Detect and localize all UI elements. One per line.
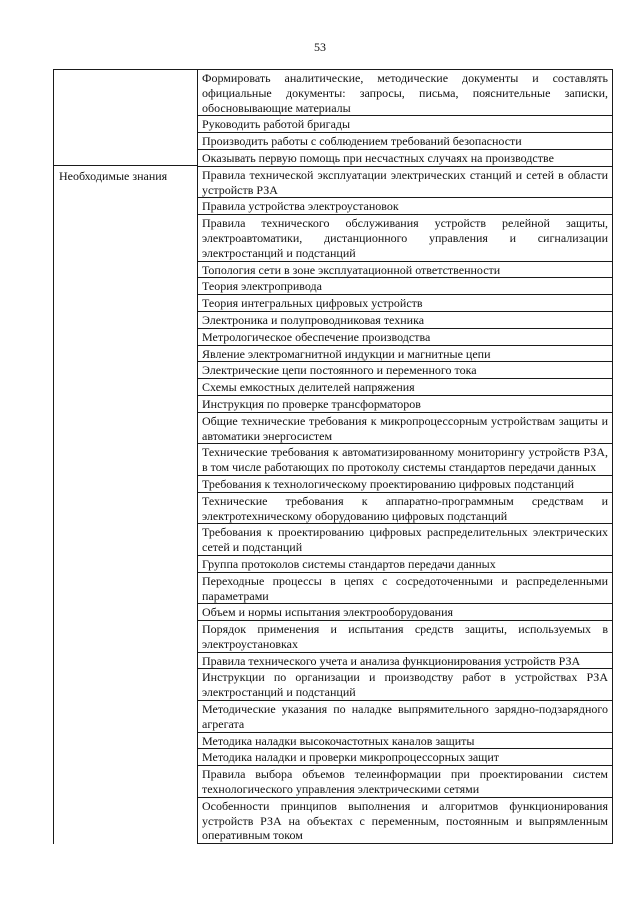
page-number: 53 (314, 40, 326, 54)
knowledge-row: Теория электропривода (198, 278, 612, 295)
skill-row: Оказывать первую помощь при несчастных случаях на производстве (198, 150, 612, 167)
requirements-table (53, 69, 613, 844)
skill-row: Производить работы с соблюдением требований безопасности (198, 133, 612, 150)
knowledge-label: Необходимые знания (59, 169, 168, 183)
knowledge-row: Инструкция по проверке трансформаторов (198, 396, 612, 413)
knowledge-row: Схемы емкостных делителей напряжения (198, 379, 612, 396)
knowledge-row: Инструкции по организации и производству работ в устройствах РЗА электростанций и подстанций (198, 669, 612, 701)
right-column (198, 70, 612, 844)
knowledge-row: Топология сети в зоне эксплуатационной ответственности (198, 262, 612, 279)
skill-row: Формировать аналитические, методические документы и составлять официальные документы: запросы, письма, пояснительные записки, обосновывающие материалы (198, 70, 612, 116)
knowledge-row: Правила технической эксплуатации электрических станций и сетей в области устройств РЗА (198, 167, 612, 199)
knowledge-row: Правила технического обслуживания устройств релейной защиты, электроавтоматики, дистанционного управления и сигнализации электростанций и подстанций (198, 215, 612, 261)
knowledge-row: Методика наладки и проверки микропроцессорных защит (198, 749, 612, 766)
knowledge-row: Особенности принципов выполнения и алгоритмов функционирования устройств РЗА на объектах с переменным, постоянным и выпрямленным оперативным током (198, 798, 612, 844)
knowledge-row: Требования к проектированию цифровых распределительных электрических сетей и подстанций (198, 524, 612, 556)
knowledge-row: Теория интегральных цифровых устройств (198, 295, 612, 312)
knowledge-row: Электрические цепи постоянного и переменного тока (198, 362, 612, 379)
knowledge-row: Объем и нормы испытания электрооборудования (198, 604, 612, 621)
skill-row: Руководить работой бригады (198, 116, 612, 133)
knowledge-row: Порядок применения и испытания средств защиты, используемых в электроустановках (198, 621, 612, 653)
knowledge-row: Метрологическое обеспечение производства (198, 329, 612, 346)
left-column (54, 70, 198, 844)
knowledge-row: Правила устройства электроустановок (198, 198, 612, 215)
knowledge-row: Технические требования к автоматизированному мониторингу устройств РЗА, в том числе работающих по протоколу системы стандартов передачи данных (198, 444, 612, 476)
knowledge-row: Технические требования к аппаратно-программным средствам и электротехническому оборудованию цифровых подстанций (198, 493, 612, 525)
knowledge-row: Общие технические требования к микропроцессорным устройствам защиты и автоматики энергосистем (198, 413, 612, 445)
knowledge-row: Правила выбора объемов телеинформации при проектировании систем технологического управления электрическими сетями (198, 766, 612, 798)
knowledge-row: Переходные процессы в цепях с сосредоточенными и распределенными параметрами (198, 573, 612, 605)
knowledge-row: Требования к технологическому проектированию цифровых подстанций (198, 476, 612, 493)
knowledge-row: Электроника и полупроводниковая техника (198, 312, 612, 329)
section-divider (54, 165, 197, 166)
knowledge-row: Группа протоколов системы стандартов передачи данных (198, 556, 612, 573)
knowledge-row: Методика наладки высокочастотных каналов защиты (198, 733, 612, 750)
knowledge-row: Явление электромагнитной индукции и магнитные цепи (198, 346, 612, 363)
knowledge-row: Правила технического учета и анализа функционирования устройств РЗА (198, 653, 612, 670)
knowledge-row: Методические указания по наладке выпрямительного зарядно-подзарядного агрегата (198, 701, 612, 733)
